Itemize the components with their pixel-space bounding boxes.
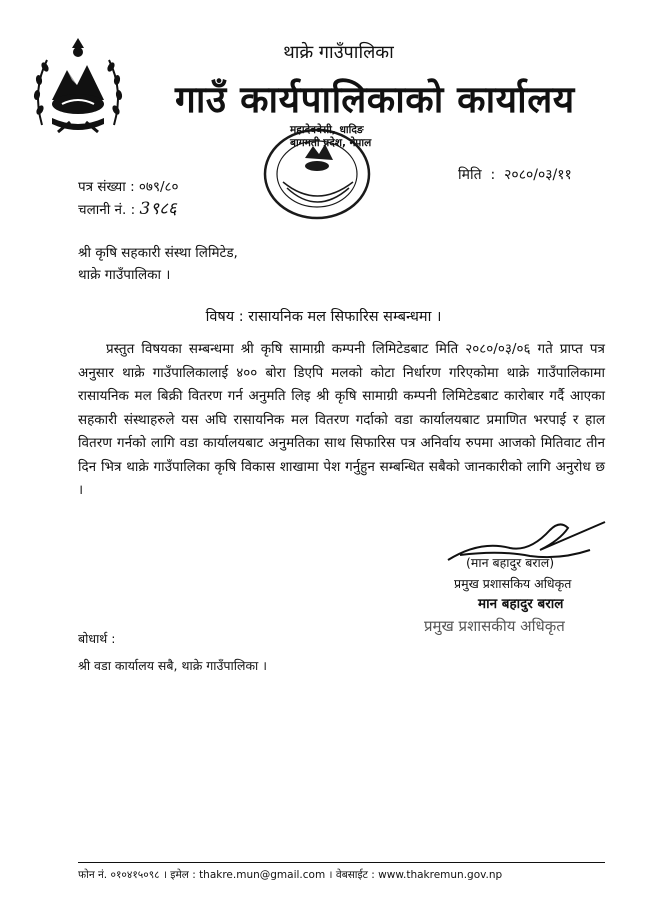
recipient-line-1: श्री कृषि सहकारी संस्था लिमिटेड, bbox=[78, 245, 238, 261]
footer-website: वेबसाईट : www.thakremun.gov.np bbox=[335, 869, 503, 881]
letter-body: प्रस्तुत विषयका सम्बन्धमा श्री कृषि सामाग्री कम्पनी लिमिटेडबाट मिति २०८०/०३/०६ गते प्राप्त पत्र अनुसार थाक्रे गाउँपालिकालाई ४०० बोरा डिएपि मलको कोटा निर्धारण गरिएकोमा थाक्रे गाउँपालिकामा रासायनिक मल बिक्री वितरण गर्न अनुमति लिइ श्री कृषि सामाग्री कम्पनी लिमिटेडबाट कारोबार गर्दै आएका सहकारी संस्थाहरुले यस अघि रासायनिक मल वितरण गर्दाको वडा कार्यालयबाट प्रमाणित भरपाई र हाल वितरण गर्नको लागि वडा कार्यालयबाट अनुमतिका साथ सिफारिस पत्र अनिर्वाय रुपमा आजको मितिवाट तीन दिन भित्र थाक्रे गाउँपालिका कृषि विकास शाखामा पेश गर्नुहुन सम्बन्धित सबैको जानकारीको लागि अनुरोध छ । bbox=[78, 341, 605, 498]
title-stamp: प्रमुख प्रशासकीय अधिकृत bbox=[424, 617, 565, 635]
date-label: मिति bbox=[458, 167, 482, 183]
office-title: गाउँ कार्यपालिकाको कार्यालय bbox=[175, 78, 575, 121]
recipient-line-2: थाक्रे गाउँपालिका । bbox=[78, 267, 171, 283]
address-line-2: बागमती प्रदेश, नेपाल bbox=[290, 137, 372, 149]
dispatch-number-label: चलानी नं. bbox=[78, 202, 127, 218]
letter-number-row: पत्र संख्या : ०७९/८० bbox=[78, 179, 179, 195]
office-address bbox=[290, 124, 410, 150]
cc-item: श्री वडा कार्यालय सबै, थाक्रे गाउँपालिका । bbox=[78, 658, 267, 673]
letter-date: मिति : २०८०/०३/११ bbox=[458, 167, 572, 183]
footer: फोन नं. ०१०४१५०९८ । इमेल : thakre.mun@gmail.com । वेबसाईट : www.thakremun.gov.np bbox=[78, 869, 503, 881]
dispatch-number-row: चलानी नं. : 3९८६ bbox=[78, 199, 177, 219]
municipality-name: थाक्रे गाउँपालिका bbox=[283, 42, 394, 63]
footer-email: इमेल : thakre.mun@gmail.com bbox=[170, 869, 326, 881]
signatory-title: प्रमुख प्रशासकिय अधिकृत bbox=[454, 576, 572, 591]
signatory-name: (मान बहादुर बराल) bbox=[466, 555, 555, 570]
subject-line: विषय : रासायनिक मल सिफारिस सम्बन्धमा । bbox=[205, 309, 442, 325]
recipient-block bbox=[78, 242, 238, 286]
letter-number-label: पत्र संख्या bbox=[78, 179, 126, 195]
name-stamp: मान बहादुर बराल bbox=[478, 596, 564, 612]
date-value: २०८०/०३/११ bbox=[504, 167, 572, 183]
footer-divider bbox=[78, 862, 605, 863]
address-line-1: महादेवबेसी, धादिङ bbox=[290, 124, 364, 136]
dispatch-number-value: 3९८६ bbox=[139, 199, 177, 219]
cc-label: बोधार्थ : bbox=[78, 631, 116, 646]
letter-number-value: ०७९/८० bbox=[138, 179, 179, 195]
reference-block bbox=[78, 176, 179, 221]
footer-phone: फोन नं. ०१०४१५०९८ bbox=[78, 869, 160, 881]
